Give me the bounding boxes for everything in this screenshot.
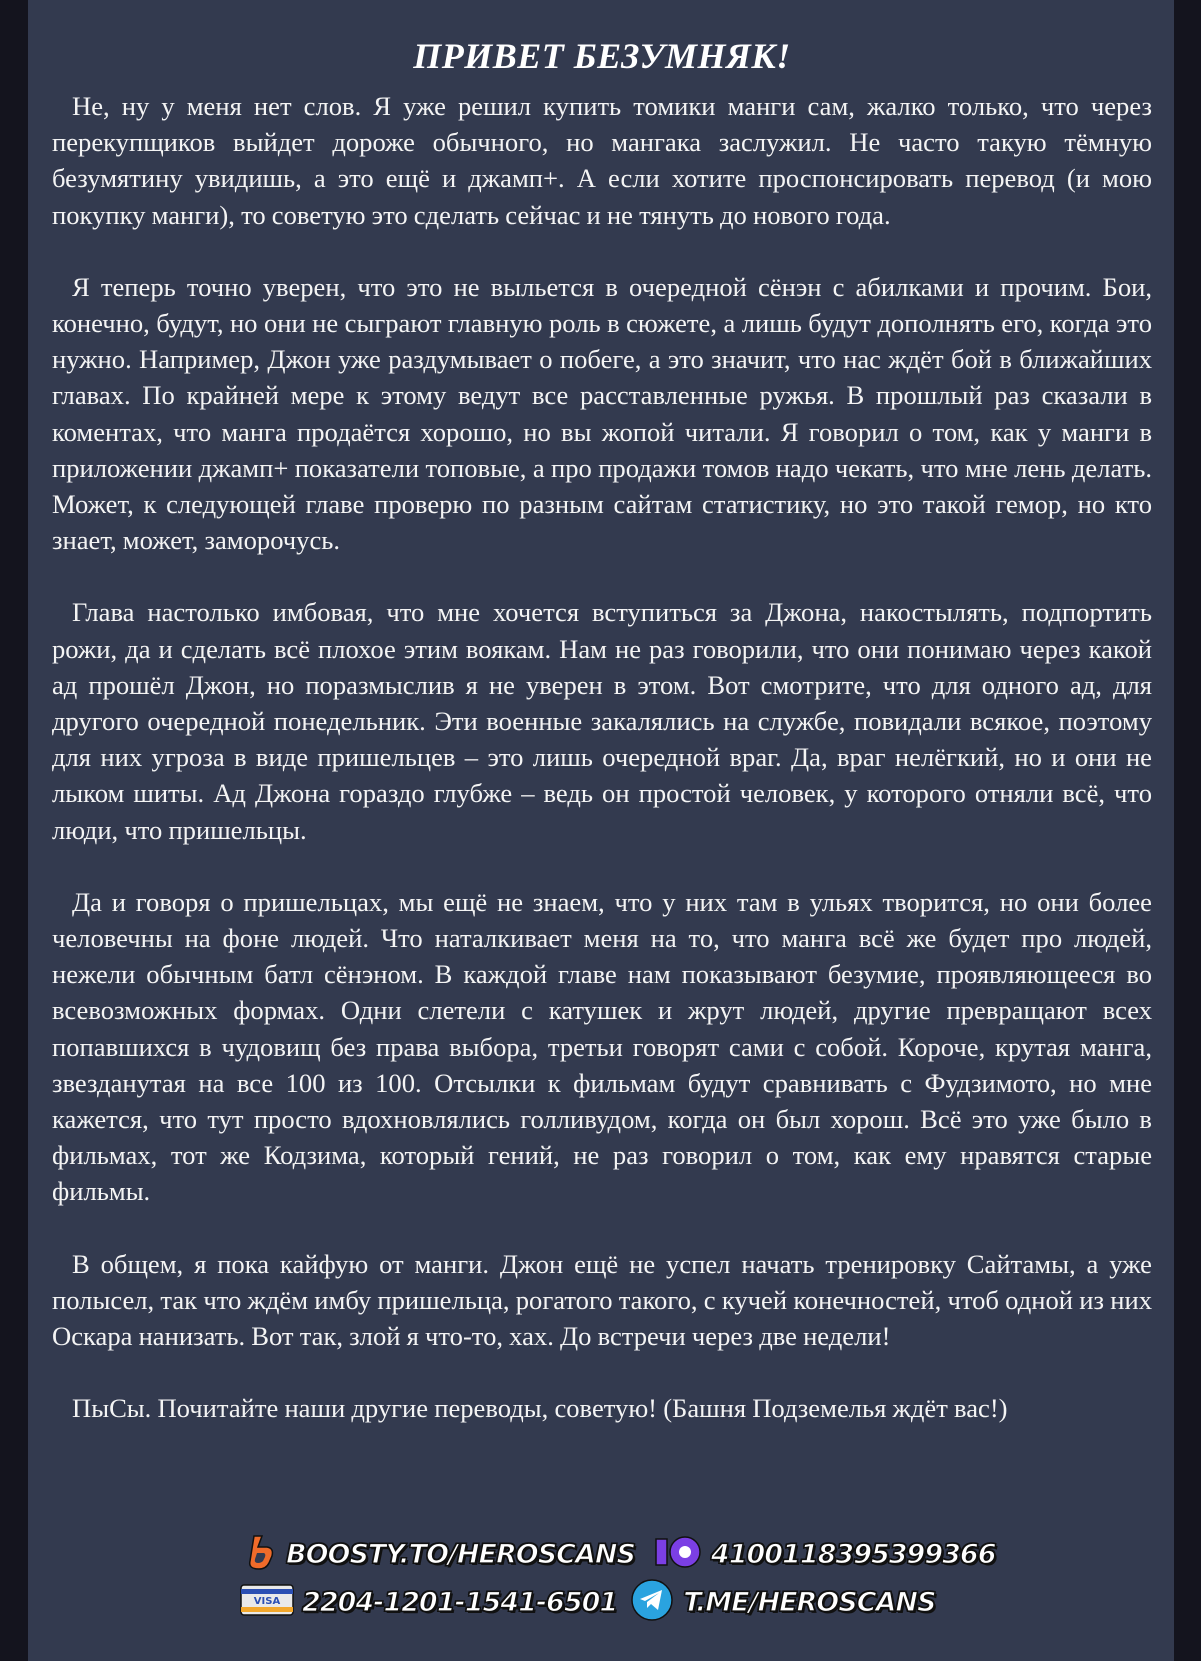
paragraph-1: Не, ну у меня нет слов. Я уже решил купить томики манги сам, жалко только, что через перекупщиков выйдет дороже обычного, но мангака заслужил. Не часто такую тёмную безумятину увидишь, а это ещё и джамп+. А если хотите проспонсировать перевод (и мою покупку манги), то советую это сделать сейчас и не тянуть до нового года. [52, 91, 1152, 230]
paragraph-3: Глава настолько имбовая, что мне хочется вступиться за Джона, накостылять, подпортить рожи, да и сделать всё плохое этим воякам. Нам не раз говорили, что они понимаю через какой ад прошёл Джон, но поразмыслив я не уверен в этом. Вот смотрите, что для одного ад, для другого очередной понедельник. Эти военные закалялись на службе, повидали всякое, поэтому для них угроза в виде пришельцев – это лишь очередной враг. Да, враг нелёгкий, но и они не лыком шиты. Ад Джона гораздо глубже – ведь он простой человек, у которого отняли всё, что люди, что пришельцы. [52, 597, 1152, 845]
yoomoney-icon [653, 1535, 703, 1574]
donation-footer [28, 1532, 1174, 1628]
telegram-link[interactable]: T.ME/HEROSCANS [683, 1586, 936, 1618]
page-title: ПРИВЕТ БЕЗУМНЯК! [413, 36, 791, 76]
visa-label: VISA [253, 1595, 281, 1607]
card-number: 2204-1201-1541-6501 [302, 1586, 618, 1618]
yoomoney-wallet-number: 4100118395399366 [710, 1538, 996, 1570]
footer-row-2 [240, 1580, 935, 1624]
text-panel [28, 0, 1174, 1661]
paragraph-4: Да и говоря о пришельцах, мы ещё не знаем, что у них там в ульях творится, но они более человечны на фоне людей. Что наталкивает меня на то, что манга всё же будет про людей, нежели обычным батл сёнэном. В каждой главе нам показывают безумие, проявляющееся во всевозможных формах. Одни слетели с катушек и жрут людей, другие превращают всех попавшихся в чудовищ без права выбора, третьи говорят сами с собой. Короче, крутая манга, звезданутая на все 100 из 100. Отсылки к фильмам будут сравнивать с Фудзимото, но мне кажется, что тут просто вдохновлялись голливудом, когда он был хорош. Всё это уже было в фильмах, тот же Кодзима, который гений, не раз говорил о том, как ему нравятся старые фильмы. [52, 886, 1152, 1207]
telegram-icon [629, 1577, 675, 1628]
paragraph-5: В общем, я пока кайфую от манги. Джон ещё не успел начать тренировку Сайтамы, а уже полысел, так что ждём имбу пришельца, рогатого такого, с кучей конечностей, чтоб одной из них Оскара нанизать. Вот так, злой я что-то, хах. До встречи через две недели! [52, 1248, 1152, 1352]
footer-row-1 [240, 1532, 996, 1576]
paragraph-ps: ПыСы. Почитайте наши другие переводы, советую! (Башня Подземелья ждёт вас!) [72, 1393, 1008, 1424]
boosty-link[interactable]: BOOSTY.TO/HEROSCANS [286, 1538, 635, 1570]
visa-card-icon [240, 1583, 294, 1622]
boosty-icon [240, 1533, 278, 1576]
paragraph-2: Я теперь точно уверен, что это не выльется в очередной сёнэн с абилками и прочим. Бои, конечно, будут, но они не сыграют главную роль в сюжете, а лишь будут дополнять его, когда это нужно. Например, Джон уже раздумывает о побеге, а это значит, что нас ждёт бой в ближайших главах. По крайней мере к этому ведут все расставленные ружья. В прошлый раз сказали в коментах, что манга продаётся хорошо, но вы жопой читали. Я говорил о том, как у манги в приложении джамп+ показатели топовые, а про продажи томов надо чекать, что мне лень делать. Может, к следующей главе проверю по разным сайтам статистику, но это такой гемор, но кто знает, может, заморочусь. [52, 271, 1152, 556]
